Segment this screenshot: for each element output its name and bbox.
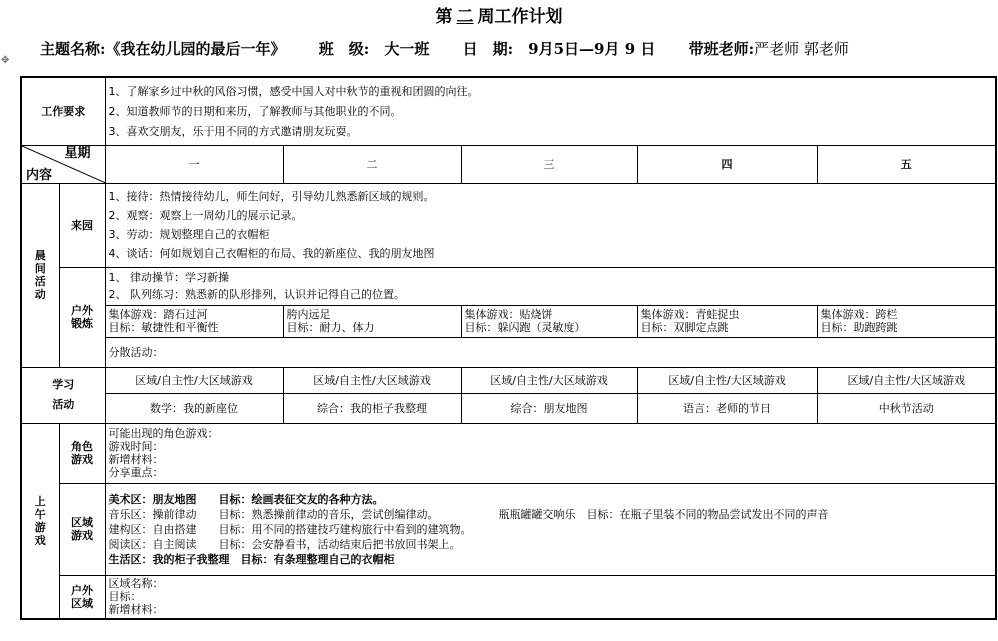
game-goal: 目标：敏捷性和平衡性 [108,321,219,334]
forenoon-game-label: 上午游戏 [21,423,59,619]
outdoor-area-cell[interactable] [105,575,996,619]
title-prefix: 第 [435,7,453,27]
game-name: 集体游戏：青蛙捉虫 [640,308,740,321]
title-suffix: 周工作计划 [477,7,563,27]
outdoor-area-line: 目标： [108,590,142,604]
date-value[interactable]: 9月5日—9月 9 日 [528,40,656,58]
area-game-label: 区域游戏 [59,483,105,575]
class-label: 班 级: [318,40,370,58]
split-activity-cell[interactable]: 分散活动： [105,337,996,367]
split-activity-row [21,337,996,367]
requirement-line: 2、知道教师节的日期和来历，了解教师与其他职业的不同。 [108,104,402,118]
study-activity-label: 学习活动 [21,367,105,423]
area-game-row [21,483,996,575]
lesson-friday[interactable]: 中秋节活动 [817,393,996,423]
day-tuesday: 二 [283,145,461,183]
game-cell-friday[interactable] [817,305,996,337]
role-line: 新增材料： [108,453,164,466]
study-area-tuesday[interactable]: 区域/自主性/大区域游戏 [283,367,461,393]
area-game-cell[interactable] [105,483,996,575]
study-area-friday[interactable]: 区域/自主性/大区域游戏 [817,367,996,393]
requirements-row [21,77,996,145]
outdoor-exercise-label: 户外锻炼 [59,267,105,367]
morning-activity-label: 晨间活动 [21,183,59,367]
game-name: 胯内远足 [286,308,331,321]
game-cell-tuesday[interactable] [283,305,461,337]
game-cell-monday[interactable] [105,305,283,337]
day-monday: 一 [105,145,283,183]
role-line: 可能出现的角色游戏： [108,427,219,440]
arrival-line: 2、观察：观察上一周幼儿的展示记录。 [108,209,303,222]
date-label: 日 期: [462,40,514,58]
role-line: 分享重点： [108,466,164,479]
day-friday: 五 [817,145,996,183]
outdoor-drill-row [21,267,996,305]
lesson-monday[interactable]: 数学：我的新座位 [105,393,283,423]
plan-info-line [40,38,849,59]
area-bottle: 瓶瓶罐罐交响乐 目标：在瓶子里装不同的物品尝试发出不同的声音 [498,507,829,521]
diagonal-header-cell [21,145,105,183]
arrival-cell[interactable] [105,183,996,267]
role-game-label: 角色游戏 [59,423,105,483]
lesson-wednesday[interactable]: 综合：朋友地图 [461,393,637,423]
game-goal: 目标：助跑跨跳 [820,321,898,334]
requirements-label: 工作要求 [21,77,105,145]
study-area-monday[interactable]: 区域/自主性/大区域游戏 [105,367,283,393]
teacher-label: 带班老师: [688,40,755,58]
requirements-cell[interactable] [105,77,996,145]
outdoor-area-label: 户外区域 [59,575,105,619]
theme-value[interactable]: 《我在幼儿园的最后一年》 [105,40,286,58]
class-value[interactable]: 大一班 [384,40,430,58]
lesson-tuesday[interactable]: 综合：我的柜子我整理 [283,393,461,423]
teacher-value[interactable]: 严老师 郭老师 [754,40,849,58]
weekly-plan-table [20,76,997,620]
week-number[interactable]: 二 [456,7,474,27]
day-wednesday: 三 [461,145,637,183]
game-name: 集体游戏：贴烧饼 [464,308,553,321]
day-thursday: 四 [637,145,817,183]
game-cell-thursday[interactable] [637,305,817,337]
game-goal: 目标：双脚定点跳 [640,321,729,334]
content-label: 内容 [26,167,53,183]
area-read: 阅读区：自主阅读 目标：会安静看书，活动结束后把书放回书架上。 [108,537,461,551]
outdoor-area-line: 新增材料： [108,603,164,617]
arrival-line: 1、接待：热情接待幼儿，师生问好，引导幼儿熟悉新区域的规则。 [108,190,435,203]
outdoor-line: 1、 律动操节：学习新操 [108,271,229,284]
outdoor-area-line: 区域名称： [108,577,164,591]
game-name: 集体游戏：跨栏 [820,308,898,321]
table-move-handle-icon[interactable]: ✥ [1,55,10,66]
role-game-cell[interactable] [105,423,996,483]
requirement-line: 1、了解家乡过中秋的风俗习惯，感受中国人对中秋节的重视和团圆的向往。 [108,84,479,98]
area-build: 建构区：自由搭建 目标：用不同的搭建技巧建构旅行中看到的建筑物。 [108,522,472,536]
arrival-row [21,183,996,267]
lesson-thursday[interactable]: 语言：老师的节日 [637,393,817,423]
game-goal: 目标：躲闪跑（灵敏度） [464,321,586,334]
weekday-header-row [21,145,996,183]
study-lesson-row [21,393,996,423]
area-life: 生活区：我的柜子我整理 目标：有条理整理自己的衣帽柜 [108,552,395,566]
outdoor-area-row [21,575,996,619]
area-art: 美术区：朋友地图 目标：绘画表征交友的各种方法。 [108,492,384,506]
game-goal: 目标：耐力、体力 [286,321,375,334]
arrival-label: 来园 [59,183,105,267]
requirement-line: 3、喜欢交朋友，乐于用不同的方式邀请朋友玩耍。 [108,124,358,138]
outdoor-line: 2、 队列练习：熟悉新的队形排列，认识并记得自己的位置。 [108,288,405,301]
game-cell-wednesday[interactable] [461,305,637,337]
arrival-line: 4、谈话：何如规划自己衣帽柜的布局、我的新座位、我的朋友地图 [108,247,435,260]
arrival-line: 3、劳动：规划整理自己的衣帽柜 [108,228,270,241]
game-name: 集体游戏：踏石过河 [108,308,208,321]
role-line: 游戏时间： [108,440,164,453]
area-music: 音乐区：操前律动 目标：熟悉操前律动的音乐，尝试创编律动。 [108,507,439,521]
outdoor-drill-cell[interactable] [105,267,996,305]
page-title [0,2,998,27]
study-area-wednesday[interactable]: 区域/自主性/大区域游戏 [461,367,637,393]
study-area-thursday[interactable]: 区域/自主性/大区域游戏 [637,367,817,393]
study-area-row [21,367,996,393]
outdoor-games-row [21,305,996,337]
area-music-line [109,508,993,521]
theme-label: 主题名称: [40,40,106,58]
role-game-row [21,423,996,483]
weekday-label: 星期 [64,145,91,161]
